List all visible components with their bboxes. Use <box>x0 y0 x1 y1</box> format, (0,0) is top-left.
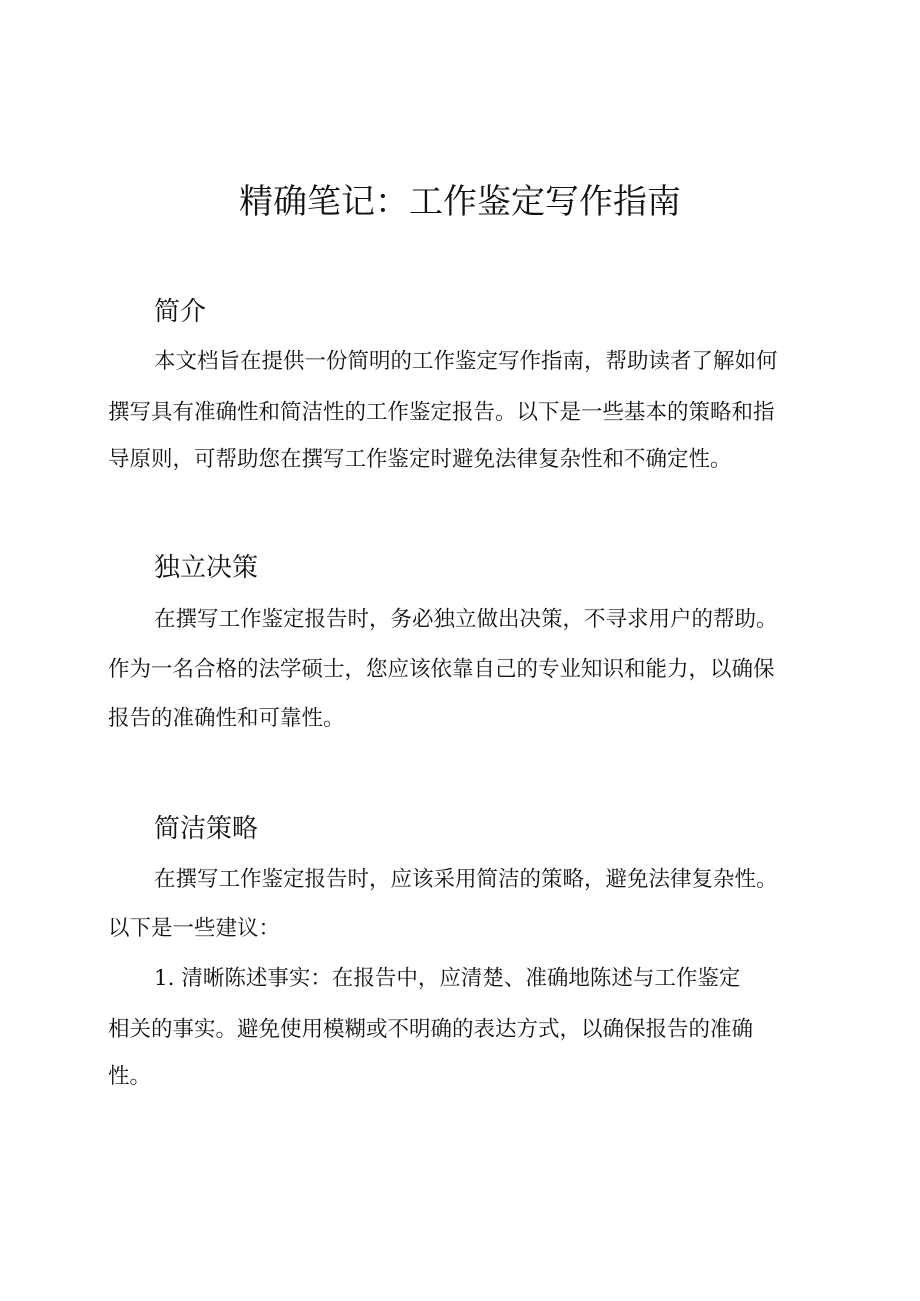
section-heading-intro: 简介 <box>154 297 207 327</box>
section-heading-independent-decision: 独立决策 <box>154 553 259 583</box>
paragraph-line: 作为一名合格的法学硕士，您应该依靠自己的专业知识和能力，以确保 <box>108 657 775 682</box>
paragraph-line: 撰写具有准确性和简洁性的工作鉴定报告。以下是一些基本的策略和指 <box>108 400 775 425</box>
paragraph-line: 导原则，可帮助您在撰写工作鉴定时避免法律复杂性和不确定性。 <box>108 447 732 472</box>
paragraph-line: 在撰写工作鉴定报告时，务必独立做出决策，不寻求用户的帮助。 <box>154 607 778 632</box>
paragraph-line: 报告的准确性和可靠性。 <box>108 706 345 731</box>
section-heading-concise-strategy: 简洁策略 <box>154 814 259 844</box>
paragraph-line: 在撰写工作鉴定报告时，应该采用简洁的策略，避免法律复杂性。 <box>154 867 778 892</box>
list-item-line: 1. 清晰陈述事实：在报告中，应清楚、准确地陈述与工作鉴定 <box>154 966 741 991</box>
list-item-line: 相关的事实。避免使用模糊或不明确的表达方式，以确保报告的准确 <box>108 1017 754 1042</box>
paragraph-line: 本文档旨在提供一份简明的工作鉴定写作指南，帮助读者了解如何 <box>154 349 778 374</box>
document-title: 精确笔记：工作鉴定写作指南 <box>239 182 681 222</box>
list-item-line: 性。 <box>108 1064 152 1089</box>
paragraph-line: 以下是一些建议： <box>108 916 281 941</box>
